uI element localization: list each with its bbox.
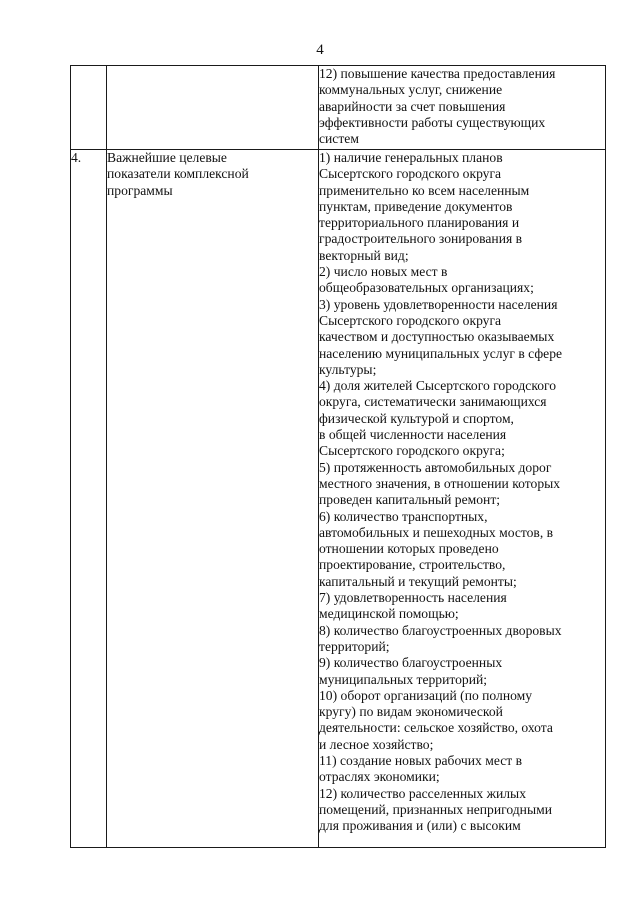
text-line: муниципальных территорий; — [319, 671, 488, 687]
row-number-cell — [71, 66, 107, 150]
row-label-cell — [107, 150, 319, 848]
text-line: пунктам, приведение документов — [319, 198, 513, 214]
text-line: аварийности за счет повышения — [319, 98, 506, 114]
text-line: 4) доля жителей Сысертского городского — [319, 378, 557, 394]
text-line: культуры; — [319, 361, 377, 377]
text-line: для проживания и (или) с высоким — [319, 818, 521, 834]
text-line: Сысертского городского округа — [319, 166, 502, 182]
row-content-cell — [319, 66, 606, 150]
text-line: деятельности: сельское хозяйство, охота — [319, 720, 553, 736]
text-line: эффективности работы существующих — [319, 114, 546, 130]
text-line: 12) количество расселенных жилых — [319, 785, 526, 801]
text-line: отраслях экономики; — [319, 769, 440, 785]
text-line: 8) количество благоустроенных дворовых — [319, 622, 562, 638]
text-line: проектирование, строительство, — [319, 557, 506, 573]
text-line: территорий; — [319, 638, 390, 654]
text-line: 6) количество транспортных, — [319, 508, 488, 524]
text-line: общеобразовательных организациях; — [319, 280, 534, 296]
text-line: качеством и доступностью оказываемых — [319, 329, 555, 345]
row-content-cell — [319, 150, 606, 848]
text-line: территориального планирования и — [319, 215, 520, 231]
text-line: кругу) по видам экономической — [319, 704, 503, 720]
text-line: автомобильных и пешеходных мостов, в — [319, 524, 554, 540]
text-line: отношении которых проведено — [319, 541, 499, 557]
text-line: 5) протяженность автомобильных дорог — [319, 459, 552, 475]
text-line: 1) наличие генеральных планов — [319, 150, 503, 165]
text-line: местного значения, в отношении которых — [319, 475, 561, 491]
page-number: 4 — [316, 42, 324, 58]
text-line: физической культурой и спортом, — [319, 410, 514, 426]
text-line: Важнейшие целевые — [107, 150, 227, 165]
text-line: применительно ко всем населенным — [319, 182, 530, 198]
text-line: Сысертского городского округа; — [319, 443, 505, 459]
text-line: капитальный и текущий ремонты; — [319, 573, 517, 589]
text-line: населению муниципальных услуг в сфере — [319, 345, 563, 361]
text-line: помещений, признанных непригодными — [319, 801, 552, 817]
text-line: округа, систематически занимающихся — [319, 394, 547, 410]
text-line: 2) число новых мест в — [319, 264, 448, 280]
text-line: 7) удовлетворенность населения — [319, 590, 507, 606]
text-line: коммунальных услуг, снижение — [319, 82, 503, 98]
text-line: 12) повышение качества предоставления — [319, 66, 556, 81]
text-line: Сысертского городского округа — [319, 312, 502, 328]
text-line: и лесное хозяйство; — [319, 736, 434, 752]
text-line: 3) уровень удовлетворенности населения — [319, 296, 558, 312]
text-line: векторный вид; — [319, 247, 409, 263]
text-line: систем — [319, 131, 359, 147]
text-line: 11) создание новых рабочих мест в — [319, 752, 522, 768]
row-label-cell — [107, 66, 319, 150]
text-line: программы — [107, 182, 173, 198]
program-passport-table — [70, 65, 606, 848]
row-number-cell: 4. — [71, 150, 107, 848]
text-line: в общей численности населения — [319, 427, 507, 443]
text-line: 9) количество благоустроенных — [319, 655, 503, 671]
table-row-target-indicators — [71, 150, 606, 848]
text-line: 10) оборот организаций (по полному — [319, 687, 533, 703]
text-line: градостроительного зонирования в — [319, 231, 523, 247]
text-line: показатели комплексной — [107, 166, 249, 182]
table-row-continuation — [71, 66, 606, 150]
text-line: медицинской помощью; — [319, 606, 459, 622]
text-line: проведен капитальный ремонт; — [319, 492, 501, 508]
